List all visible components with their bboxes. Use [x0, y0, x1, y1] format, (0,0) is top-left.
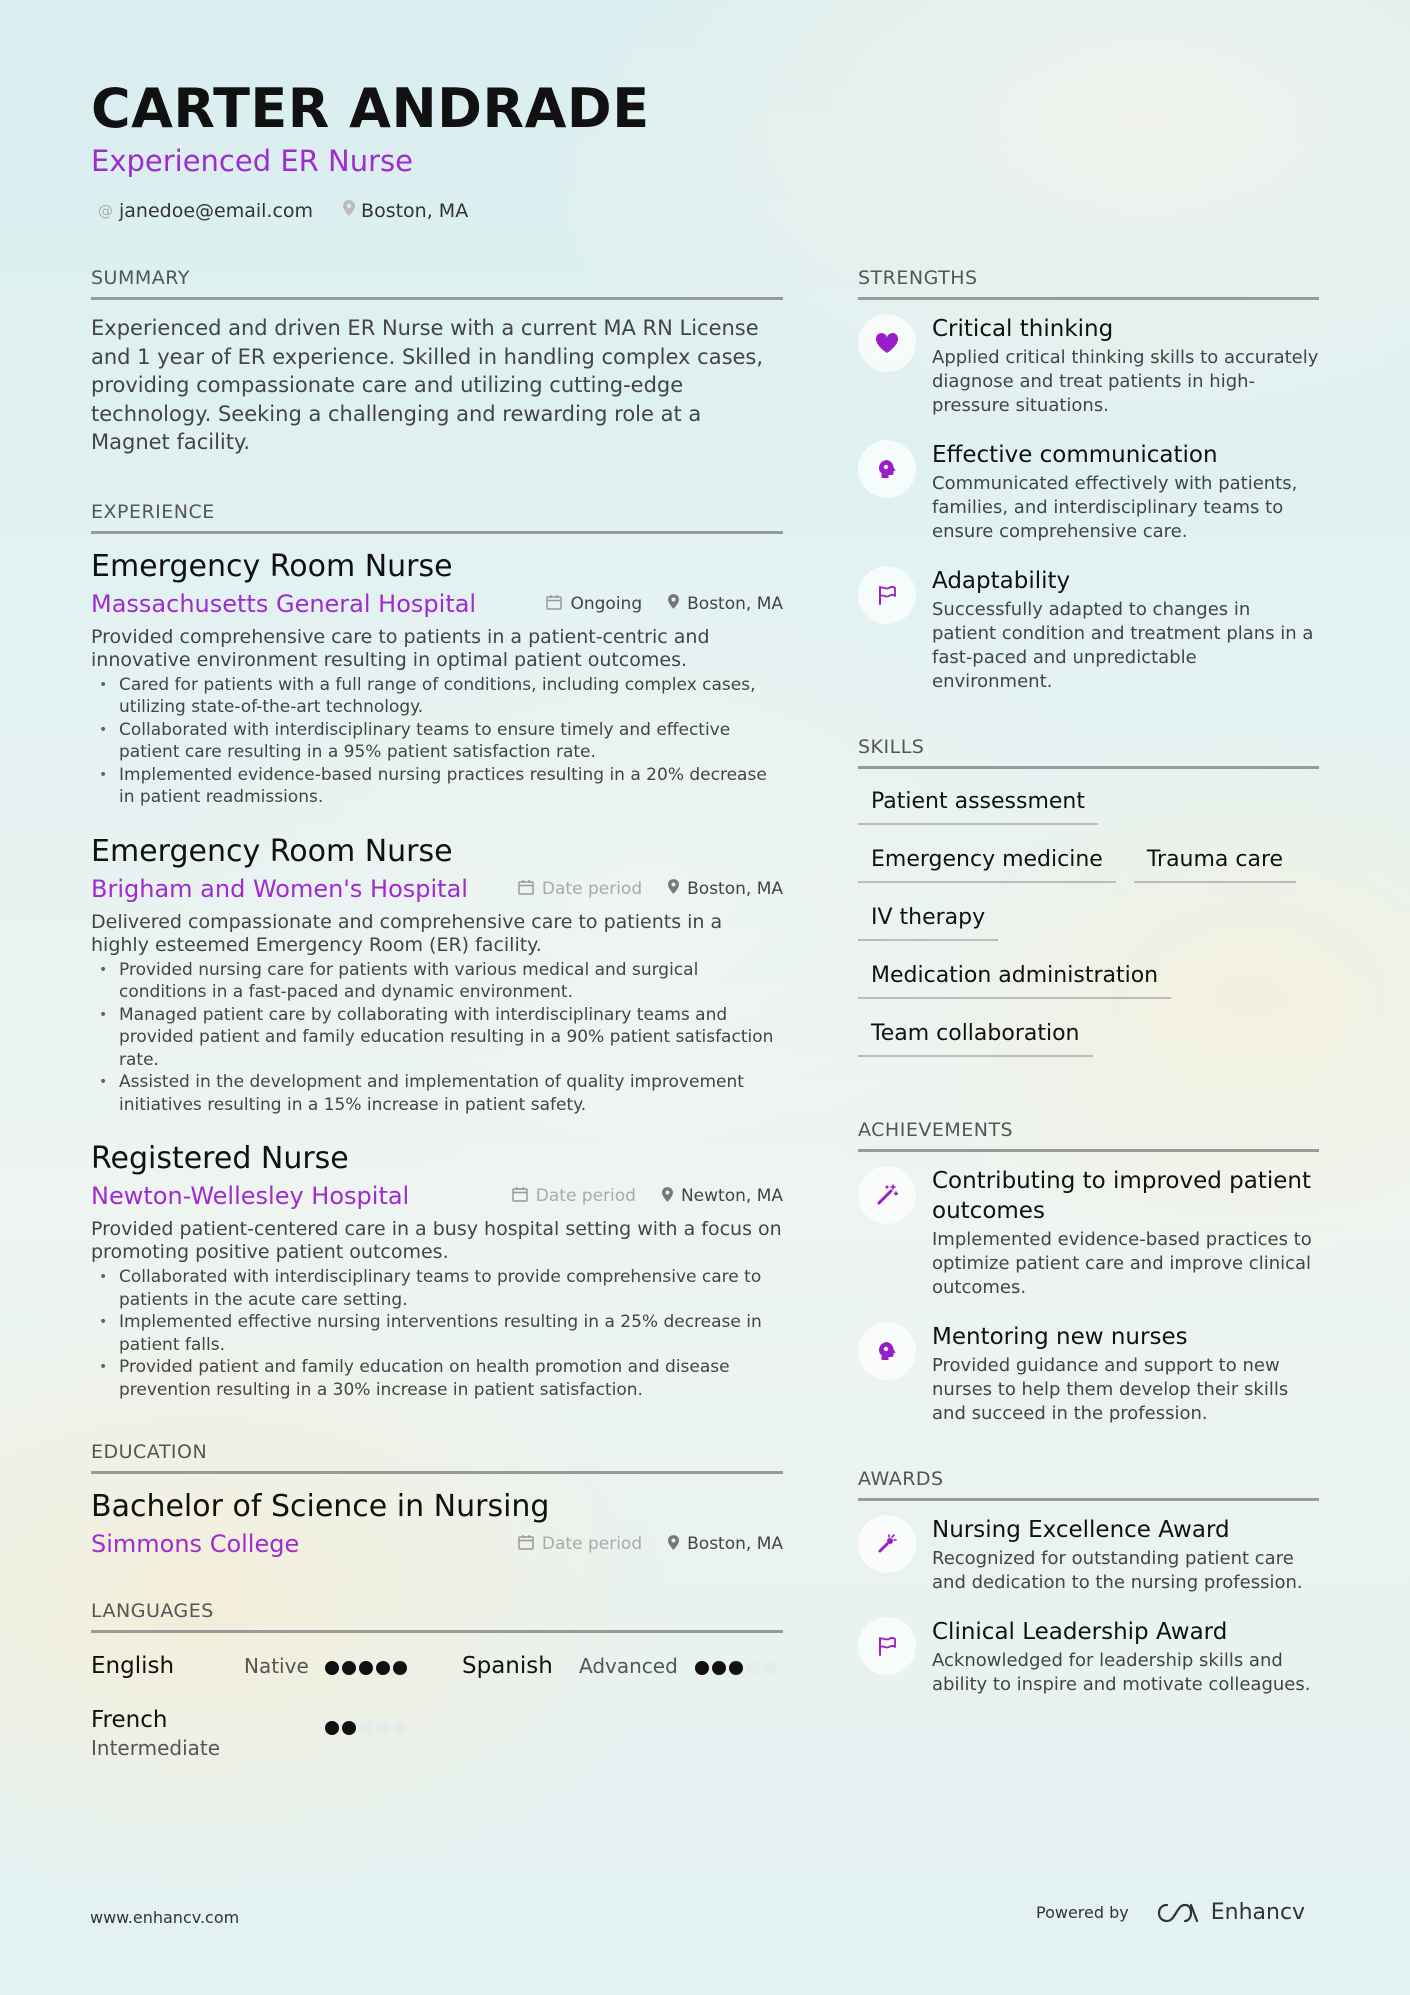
job-bullet: • Collaborated with interdisciplinary teams to provide comprehensive care to patients in the acute care setting. [91, 1266, 783, 1311]
awards-item [858, 1515, 1319, 1595]
trophy-icon [858, 1515, 916, 1573]
job-bullet: • Implemented evidence-based nursing practices resulting in a 20% decrease in patient readmissions. [91, 764, 783, 809]
company-name: Brigham and Women's Hospital [91, 874, 468, 903]
job-meta-right [512, 1186, 783, 1206]
strengths-description: Successfully adapted to changes in patient condition and treatment plans in a fast-paced and unpredictable environment. [932, 599, 1314, 692]
skill-tag: Team collaboration [858, 1015, 1093, 1057]
strengths-title: Adaptability [932, 568, 1071, 594]
education-date [518, 1534, 642, 1554]
language-level: Intermediate [91, 1736, 221, 1760]
footer-website[interactable]: www.enhancv.com [90, 1908, 240, 1927]
awards-description: Recognized for outstanding patient care and dedication to the nursing profession. [932, 1548, 1303, 1593]
skills-list [858, 783, 1319, 1057]
strengths-item [858, 566, 1319, 694]
calendar-icon [518, 1534, 534, 1554]
job-date-text: Date period [541, 878, 643, 899]
candidate-name: CARTER ANDRADE [91, 77, 650, 140]
language-level: Advanced [579, 1654, 678, 1678]
strengths-description: Applied critical thinking skills to accurately diagnose and treat patients in high-pressure situations. [932, 347, 1319, 416]
strengths-heading: STRENGTHS [858, 265, 1319, 300]
language-rating [325, 1721, 407, 1735]
location-pin-icon [668, 879, 679, 898]
enhancv-logo-icon [1155, 1901, 1203, 1925]
job-meta-right [546, 594, 783, 614]
achievements-description: Implemented evidence-based practices to optimize patient care and improve clinical outcomes. [932, 1229, 1312, 1298]
location-pin-icon [662, 1187, 673, 1206]
left-column [91, 265, 783, 1777]
brain-icon [858, 440, 916, 498]
brain-icon [858, 1322, 916, 1380]
calendar-icon [518, 879, 534, 899]
education-date-text: Date period [541, 1534, 643, 1554]
skill-tag: Patient assessment [858, 783, 1098, 825]
job-description: Delivered compassionate and comprehensive care to patients in a highly esteemed Emergency Room (ER) facility. [91, 910, 723, 956]
language-item [91, 1651, 174, 1681]
flag-icon [858, 1617, 916, 1675]
email-text: janedoe@email.com [119, 200, 314, 222]
experience-heading: EXPERIENCE [91, 499, 783, 534]
company-name: Massachusetts General Hospital [91, 589, 477, 618]
powered-by-text: Powered by [1036, 1903, 1129, 1922]
heart-icon [858, 314, 916, 372]
magic-wand-icon [858, 1166, 916, 1224]
skill-tag: Medication administration [858, 957, 1171, 999]
job-location-text: Newton, MA [680, 1186, 783, 1206]
job-description: Provided comprehensive care to patients in a patient-centric and innovative environment resulting in optimal patient outcomes. [91, 625, 710, 671]
job-bullet: • Provided nursing care for patients with various medical and surgical conditions in a fast-paced and dynamic environment. [91, 959, 783, 1004]
strengths-list [858, 314, 1319, 694]
strengths-item [858, 440, 1319, 544]
rating-dot-filled [695, 1661, 709, 1675]
at-icon: @ [98, 202, 113, 220]
brand-name: Enhancv [1210, 1900, 1306, 1925]
language-level: Native [244, 1654, 309, 1678]
job-location [662, 1186, 783, 1206]
degree-title: Bachelor of Science in Nursing [91, 1489, 550, 1524]
language-rating [325, 1661, 407, 1675]
job-date-text: Ongoing [570, 593, 643, 614]
education-location [668, 1534, 783, 1554]
footer-brand [1036, 1900, 1305, 1925]
location-pin-icon [668, 594, 679, 613]
strengths-title: Effective communication [932, 442, 1218, 468]
achievements-item [858, 1166, 1319, 1300]
summary-text: Experienced and driven ER Nurse with a current MA RN License and 1 year of ER experience. Skilled in handling complex cases, providing compassionate care and utilizing cutting-edge technology. Seeking a challenging and rewarding role at a Magnet facility. [91, 316, 764, 454]
education-entry [91, 1488, 783, 1560]
job-title: Emergency Room Nurse [91, 833, 453, 869]
skills-heading: SKILLS [858, 734, 1319, 769]
skill-tag: Trauma care [1134, 841, 1296, 883]
job-location [668, 594, 783, 614]
language-name: English [91, 1653, 175, 1679]
job-bullet: • Managed patient care by collaborating with interdisciplinary teams and provided patient and family education resulting in a 90% patient satisfaction rate. [91, 1004, 783, 1072]
rating-dot-empty [376, 1721, 390, 1735]
job-location [668, 879, 783, 899]
summary-heading: SUMMARY [91, 265, 783, 300]
languages-heading: LANGUAGES [91, 1598, 783, 1633]
rating-dot-filled [376, 1661, 390, 1675]
awards-title: Clinical Leadership Award [932, 1619, 1228, 1645]
strengths-title: Critical thinking [932, 316, 1114, 342]
awards-list [858, 1515, 1319, 1697]
job-bullet: • Provided patient and family education on health promotion and disease prevention resulting in a 30% increase in patient satisfaction. [91, 1356, 783, 1401]
job-meta [91, 588, 783, 620]
rating-dot-empty [393, 1721, 407, 1735]
job-bullet: • Implemented effective nursing interventions resulting in a 25% decrease in patient falls. [91, 1311, 783, 1356]
contact-email[interactable] [98, 198, 313, 224]
candidate-title: Experienced ER Nurse [91, 144, 413, 178]
job-bullet: • Cared for patients with a full range of conditions, including complex cases, utilizing state-of-the-art technology. [91, 674, 783, 719]
location-pin-icon [668, 1535, 679, 1554]
languages-list [91, 1647, 783, 1777]
language-name: Spanish [462, 1653, 553, 1679]
company-name: Newton-Wellesley Hospital [91, 1182, 410, 1210]
job-date [518, 879, 642, 899]
right-column [858, 265, 1319, 1719]
calendar-icon [512, 1186, 528, 1206]
location-text: Boston, MA [361, 200, 469, 222]
job-meta-right [518, 879, 783, 899]
awards-item [858, 1617, 1319, 1697]
achievements-item [858, 1322, 1319, 1426]
job-location-text: Boston, MA [687, 593, 783, 614]
job-description: Provided patient-centered care in a busy hospital setting with a focus on promoting positive patient outcomes. [91, 1218, 782, 1263]
job-title: Registered Nurse [91, 1141, 349, 1176]
awards-heading: AWARDS [858, 1466, 1319, 1501]
job-meta [91, 1180, 783, 1212]
job-title: Emergency Room Nurse [91, 548, 453, 584]
strengths-description: Communicated effectively with patients, families, and interdisciplinary teams to ensure comprehensive care. [932, 473, 1298, 542]
job-date-text: Date period [535, 1186, 636, 1206]
rating-dot-filled [325, 1721, 339, 1735]
skill-tag: Emergency medicine [858, 841, 1116, 883]
flag-icon [858, 566, 916, 624]
rating-dot-filled [359, 1661, 373, 1675]
rating-dot-filled [712, 1661, 726, 1675]
achievements-list [858, 1166, 1319, 1426]
rating-dot-filled [342, 1661, 356, 1675]
job-date [512, 1186, 636, 1206]
job-bullets [91, 674, 783, 809]
job-entry [91, 548, 783, 809]
job-entry [91, 833, 783, 1117]
rating-dot-filled [325, 1661, 339, 1675]
job-bullet: • Assisted in the development and implementation of quality improvement initiatives resulting in a 15% increase in patient safety. [91, 1071, 783, 1116]
school-name: Simmons College [91, 1530, 300, 1558]
contact-bar [98, 198, 468, 224]
job-bullet: • Collaborated with interdisciplinary teams to ensure timely and effective patient care resulting in a 95% patient satisfaction rate. [91, 719, 783, 764]
rating-dot-empty [763, 1661, 777, 1675]
job-location-text: Boston, MA [687, 878, 783, 899]
education-location-text: Boston, MA [687, 1534, 783, 1554]
rating-dot-filled [342, 1721, 356, 1735]
language-item [91, 1705, 220, 1761]
job-meta [91, 873, 783, 905]
awards-title: Nursing Excellence Award [932, 1517, 1230, 1543]
education-meta [91, 1528, 783, 1560]
rating-dot-filled [729, 1661, 743, 1675]
rating-dot-filled [393, 1661, 407, 1675]
education-meta-right [518, 1534, 783, 1554]
language-rating [695, 1661, 777, 1675]
skill-tag: IV therapy [858, 899, 998, 941]
awards-description: Acknowledged for leadership skills and ability to inspire and motivate colleagues. [932, 1650, 1311, 1695]
job-bullets [91, 959, 783, 1117]
language-item [462, 1651, 553, 1681]
achievements-title: Mentoring new nurses [932, 1324, 1188, 1350]
experience-list [91, 548, 783, 1402]
location-pin-icon [343, 198, 355, 224]
rating-dot-empty [746, 1661, 760, 1675]
education-heading: EDUCATION [91, 1439, 783, 1474]
contact-location [343, 198, 468, 224]
achievements-heading: ACHIEVEMENTS [858, 1117, 1319, 1152]
calendar-icon [546, 594, 562, 614]
job-entry [91, 1140, 783, 1401]
strengths-item [858, 314, 1319, 418]
achievements-title: Contributing to improved patient outcomes [932, 1168, 1311, 1224]
job-bullets [91, 1266, 783, 1401]
language-name: French [91, 1707, 168, 1733]
job-date [546, 594, 642, 614]
rating-dot-empty [359, 1721, 373, 1735]
achievements-description: Provided guidance and support to new nurses to help them develop their skills and succeed in the profession. [932, 1355, 1289, 1424]
enhancv-logo[interactable] [1155, 1900, 1305, 1925]
